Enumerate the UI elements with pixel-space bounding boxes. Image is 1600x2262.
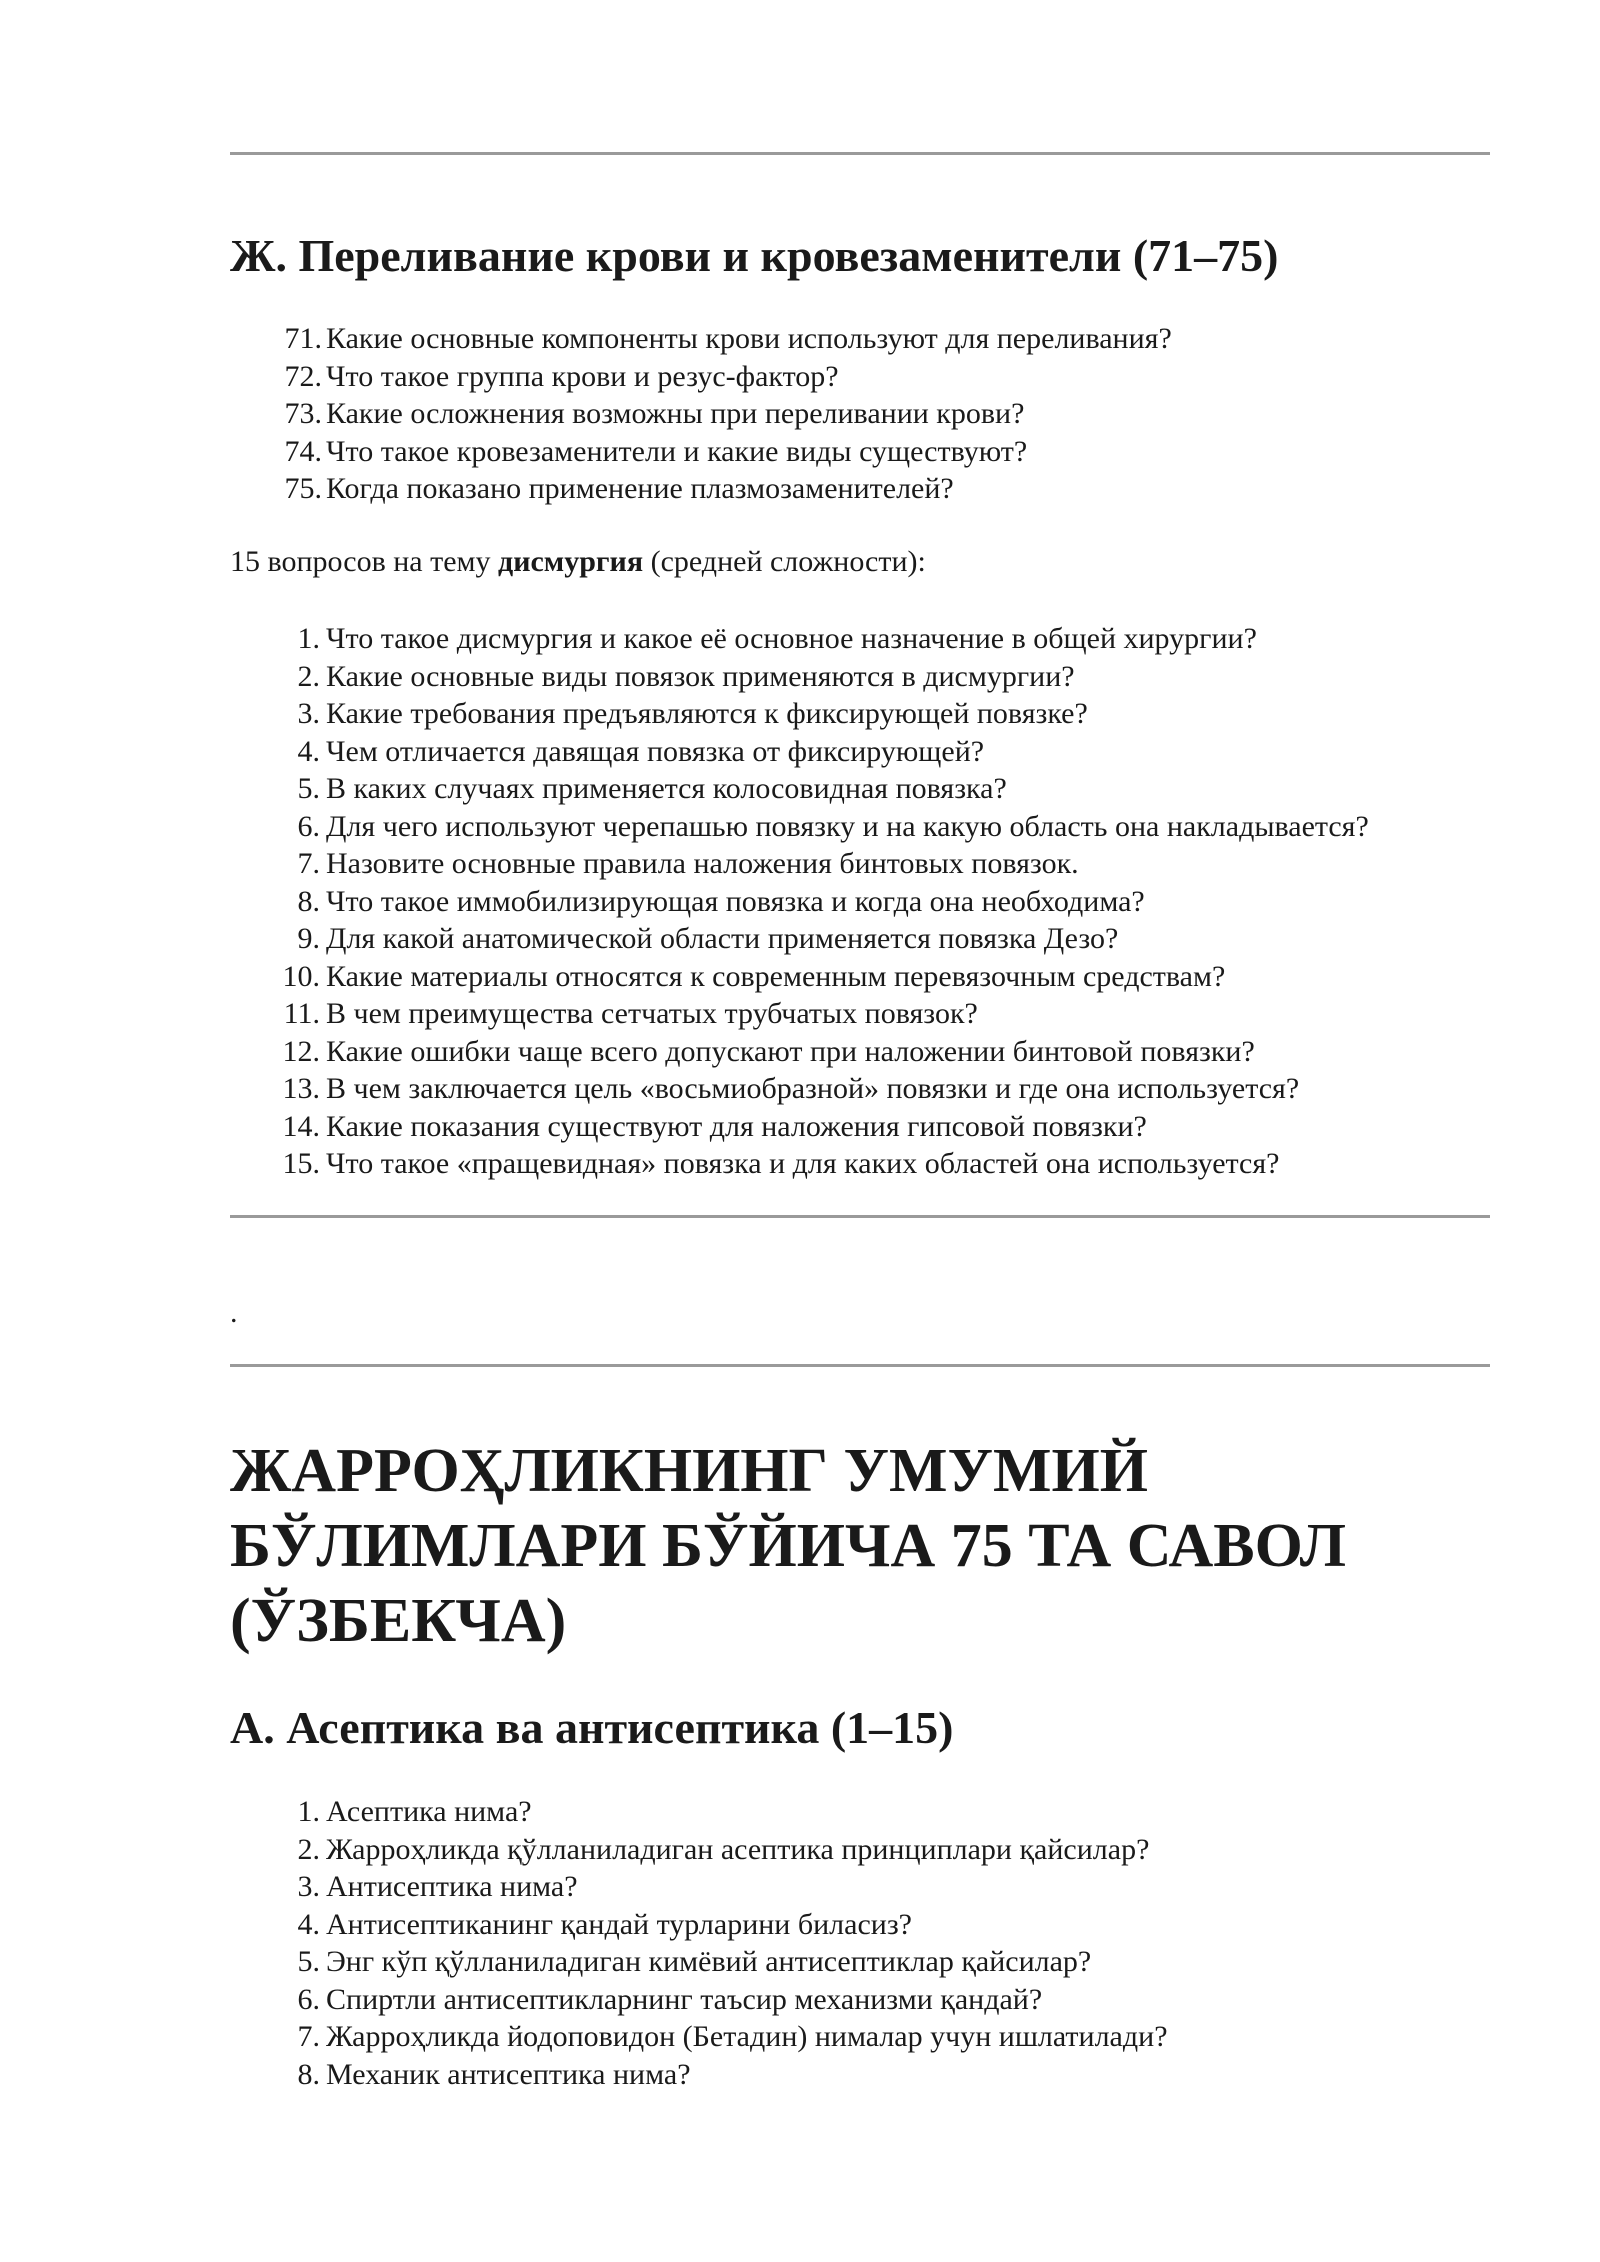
question-item (230, 1033, 1490, 1071)
question-number: 71. (284, 322, 322, 355)
question-number: 10. (282, 959, 320, 993)
question-item (230, 1868, 1490, 1906)
question-text: В чем преимущества сетчатых трубчатых повязок? (326, 997, 978, 1030)
horizontal-rule-lower (230, 1364, 1490, 1367)
question-item (230, 433, 1490, 471)
separator-dot: . (230, 1296, 238, 1329)
question-item (230, 470, 1490, 508)
question-text: Какие осложнения возможны при переливании крови? (326, 397, 1025, 430)
question-text: Энг кўп қўлланиладиган кимёвий антисептиклар қайсилар? (326, 1945, 1092, 1978)
question-number: 14. (282, 1109, 320, 1143)
question-text: Что такое дисмургия и какое её основное назначение в общей хирургии? (326, 622, 1257, 655)
question-text: Что такое группа крови и резус-фактор? (326, 359, 839, 393)
question-text: Какие основные виды повязок применяются в дисмургии? (326, 659, 1075, 693)
question-item (230, 695, 1490, 733)
question-number: 13. (282, 1072, 320, 1105)
intro-topic: дисмургия (498, 545, 644, 578)
question-text: Чем отличается давящая повязка от фиксирующей? (326, 734, 985, 768)
question-text: Какие основные компоненты крови используют для переливания? (326, 322, 1172, 355)
question-number: 3. (297, 697, 320, 730)
question-text: Что такое «пращевидная» повязка и для каких областей она используется? (326, 1147, 1280, 1180)
question-number: 8. (297, 2057, 320, 2091)
question-item (230, 1943, 1490, 1981)
question-number: 2. (297, 1832, 320, 1866)
question-number: 7. (297, 847, 320, 880)
question-number: 15. (282, 1147, 320, 1180)
question-number: 73. (284, 397, 322, 430)
question-number: 75. (284, 472, 322, 505)
uzbek-main-title: ЖАРРОҲЛИКНИНГ УМУМИЙ БЎЛИМЛАРИ БЎЙИЧА 75 ТА САВОЛ (ЎЗБЕКЧА) (230, 1437, 1346, 1655)
question-item (230, 883, 1490, 921)
question-item (230, 1145, 1490, 1183)
question-number: 4. (297, 734, 320, 768)
question-text: Антисептика нима? (326, 1870, 578, 1903)
question-item (230, 1831, 1490, 1869)
question-text: Что такое иммобилизирующая повязка и когда она необходима? (326, 884, 1145, 918)
question-item (230, 995, 1490, 1033)
question-number: 4. (297, 1907, 320, 1941)
desmurgy-intro-paragraph (230, 543, 926, 581)
question-item (230, 395, 1490, 433)
question-text: Асептика нима? (326, 1795, 532, 1828)
section-title-asepsis: A. Асептика ва антисептика (1–15) (230, 1702, 954, 1753)
question-text: В каких случаях применяется колосовидная повязка? (326, 772, 1007, 805)
question-text: Антисептиканинг қандай турларини биласиз? (326, 1907, 912, 1941)
question-number: 2. (297, 659, 320, 693)
question-item (230, 1070, 1490, 1108)
question-item (230, 1108, 1490, 1146)
question-text: Какие ошибки чаще всего допускают при наложении бинтовой повязки? (326, 1034, 1255, 1068)
question-text: Механик антисептика нима? (326, 2057, 691, 2091)
question-text: Жарроҳликда йодоповидон (Бетадин) нималар учун ишлатилади? (326, 2020, 1168, 2053)
desmurgy-question-list (230, 620, 1490, 1183)
question-text: Какие показания существуют для наложения гипсовой повязки? (326, 1109, 1147, 1143)
question-number: 8. (297, 884, 320, 918)
question-item (230, 2018, 1490, 2056)
section-title-blood-transfusion: Ж. Переливание крови и кровезаменители (71–75) (230, 230, 1279, 281)
question-item (230, 845, 1490, 883)
question-number: 3. (297, 1870, 320, 1903)
question-item (230, 1793, 1490, 1831)
question-text: Какие требования предъявляются к фиксирующей повязке? (326, 697, 1088, 730)
intro-prefix: 15 вопросов на тему (230, 545, 499, 578)
question-item (230, 620, 1490, 658)
question-item (230, 2056, 1490, 2094)
question-text: Какие материалы относятся к современным перевязочным средствам? (326, 959, 1226, 993)
question-item (230, 920, 1490, 958)
question-item (230, 1981, 1490, 2019)
question-item (230, 958, 1490, 996)
question-item (230, 358, 1490, 396)
question-text: Для какой анатомической области применяется повязка Дезо? (326, 922, 1119, 955)
question-text: Когда показано применение плазмозаменителей? (326, 472, 954, 505)
question-text: Назовите основные правила наложения бинтовых повязок. (326, 847, 1079, 880)
question-item (230, 770, 1490, 808)
question-item (230, 320, 1490, 358)
question-number: 72. (284, 359, 322, 393)
question-number: 9. (297, 922, 320, 955)
intro-suffix: (средней сложности): (643, 545, 926, 578)
question-number: 11. (283, 997, 320, 1030)
question-number: 6. (297, 809, 320, 843)
question-text: Жарроҳликда қўлланиладиган асептика принциплари қайсилар? (326, 1832, 1150, 1866)
question-number: 74. (284, 434, 322, 468)
blood-transfusion-question-list (230, 320, 1490, 508)
question-number: 1. (297, 622, 320, 655)
question-text: Спиртли антисептикларнинг таъсир механизми қандай? (326, 1982, 1043, 2016)
question-text: Для чего используют черепашью повязку и на какую область она накладывается? (326, 809, 1369, 843)
question-item (230, 1906, 1490, 1944)
question-item (230, 658, 1490, 696)
question-number: 7. (297, 2020, 320, 2053)
question-number: 12. (282, 1034, 320, 1068)
question-number: 5. (297, 1945, 320, 1978)
question-number: 5. (297, 772, 320, 805)
question-text: В чем заключается цель «восьмиобразной» повязки и где она используется? (326, 1072, 1300, 1105)
horizontal-rule-middle (230, 1215, 1490, 1218)
horizontal-rule-top (230, 152, 1490, 155)
question-number: 1. (297, 1795, 320, 1828)
question-item (230, 808, 1490, 846)
question-number: 6. (297, 1982, 320, 2016)
question-item (230, 733, 1490, 771)
asepsis-question-list (230, 1793, 1490, 2093)
question-text: Что такое кровезаменители и какие виды существуют? (326, 434, 1028, 468)
